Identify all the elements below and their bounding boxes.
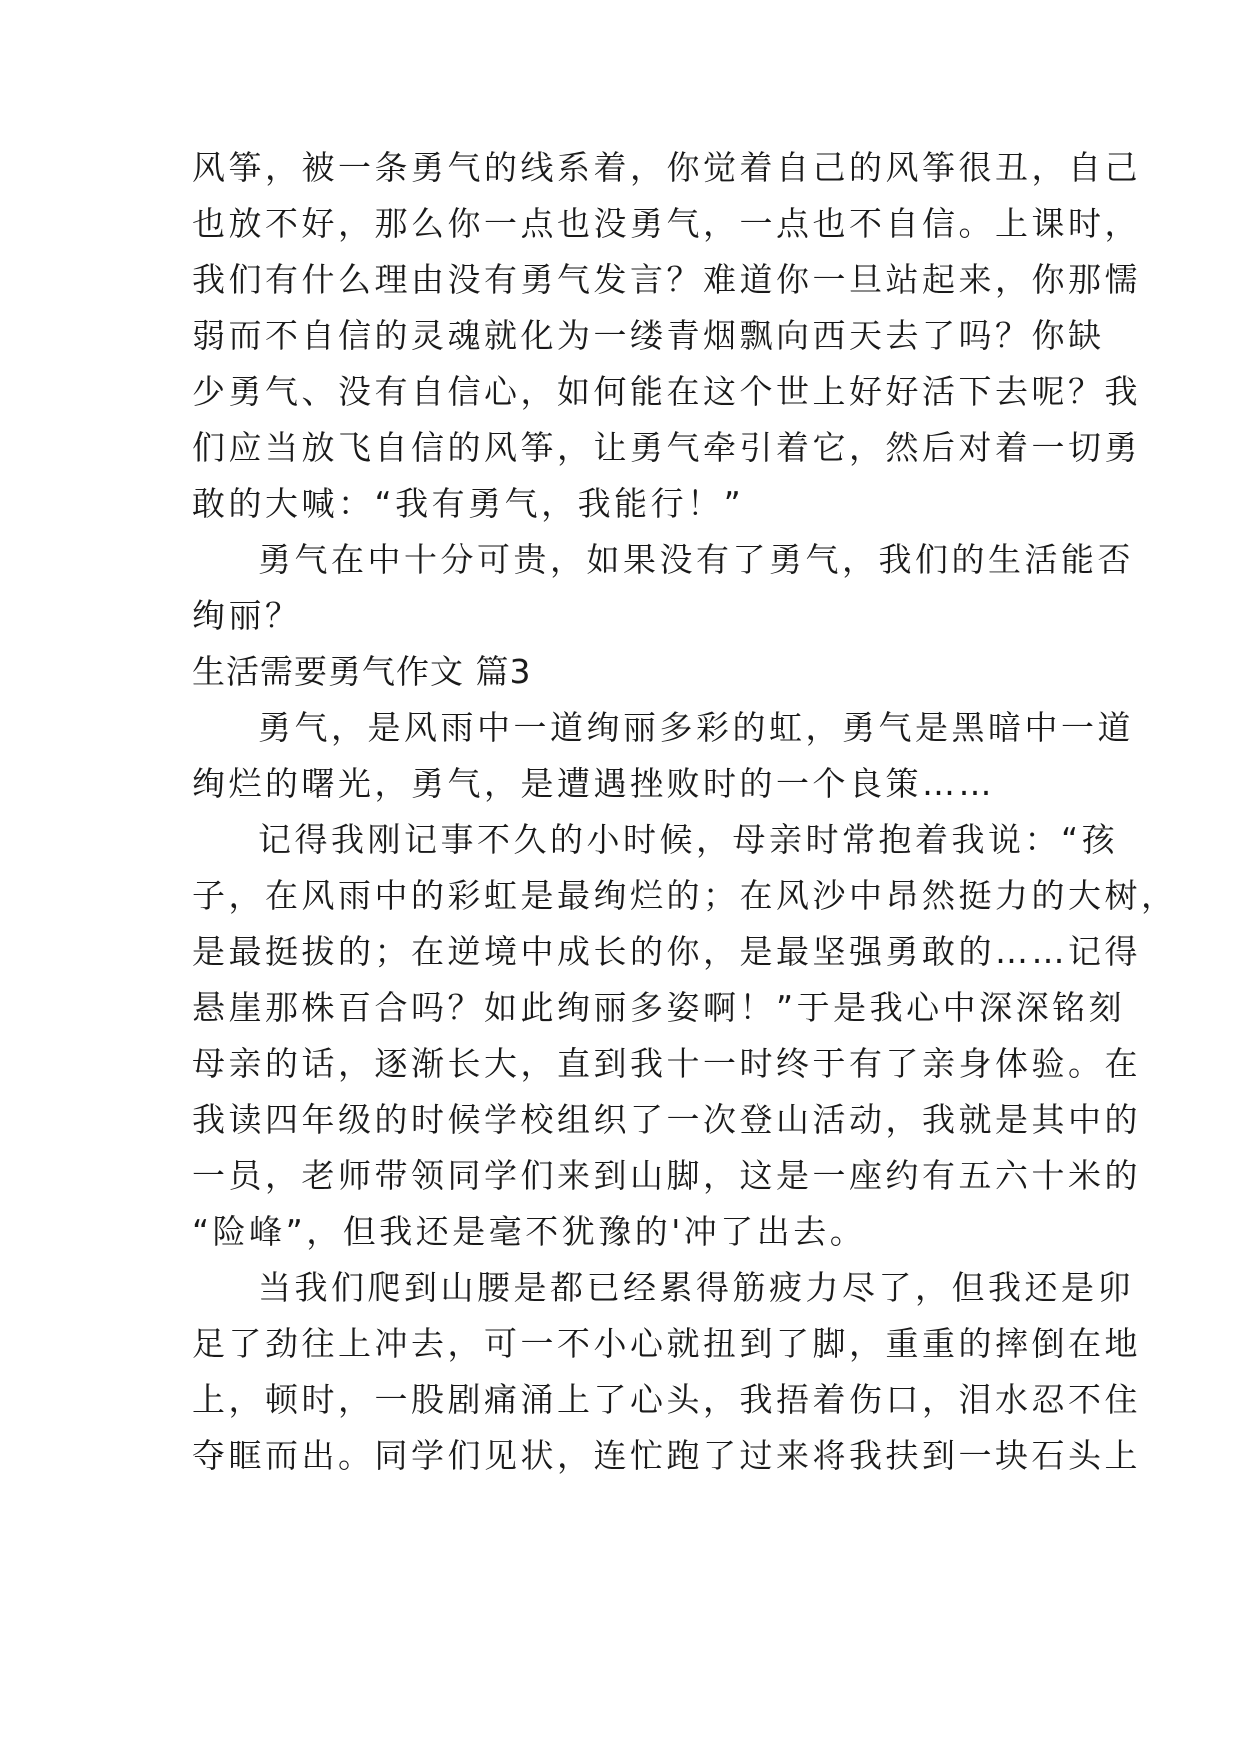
text-line: 弱而不自信的灵魂就化为一缕青烟飘向西天去了吗？你缺 xyxy=(192,316,1105,355)
text-line: 子，在风雨中的彩虹是最绚烂的；在风沙中昂然挺力的大树， xyxy=(192,876,1178,915)
text-line: 绚烂的曙光，勇气，是遭遇挫败时的一个良策…… xyxy=(192,764,995,803)
text-line: 母亲的话，逐渐长大，直到我十一时终于有了亲身体验。在 xyxy=(192,1044,1141,1083)
paragraph-first-line: 当我们爬到山腰是都已经累得筋疲力尽了，但我还是卯 xyxy=(258,1268,1134,1307)
text-line: 少勇气、没有自信心，如何能在这个世上好好活下去呢？我 xyxy=(192,372,1141,411)
text-line: 足了劲往上冲去，可一不小心就扭到了脚，重重的摔倒在地 xyxy=(192,1324,1141,1363)
text-line: 绚丽？ xyxy=(192,596,302,635)
text-line: 是最挺拔的；在逆境中成长的你，是最坚强勇敢的……记得 xyxy=(192,932,1141,971)
paragraph-first-line: 勇气在中十分可贵，如果没有了勇气，我们的生活能否 xyxy=(258,540,1134,579)
text-line: 我们有什么理由没有勇气发言？难道你一旦站起来，你那懦 xyxy=(192,260,1141,299)
text-line: 悬崖那株百合吗？如此绚丽多姿啊！”于是我心中深深铭刻 xyxy=(192,988,1126,1027)
text-line: 夺眶而出。同学们见状，连忙跑了过来将我扶到一块石头上 xyxy=(192,1436,1141,1475)
paragraph-first-line: 勇气，是风雨中一道绚丽多彩的虹，勇气是黑暗中一道 xyxy=(258,708,1134,747)
text-line: 上，顿时，一股剧痛涌上了心头，我捂着伤口，泪水忍不住 xyxy=(192,1380,1141,1419)
text-line: “险峰”，但我还是毫不犹豫的'冲了出去。 xyxy=(192,1212,867,1251)
text-line: 我读四年级的时候学校组织了一次登山活动，我就是其中的 xyxy=(192,1100,1141,1139)
paragraph-first-line: 记得我刚记事不久的小时候，母亲时常抱着我说：“孩 xyxy=(258,820,1119,859)
text-line: 风筝，被一条勇气的线系着，你觉着自己的风筝很丑，自己 xyxy=(192,148,1141,187)
text-line: 也放不好，那么你一点也没勇气，一点也不自信。上课时， xyxy=(192,204,1141,243)
text-line: 敢的大喊：“我有勇气，我能行！” xyxy=(192,484,745,523)
text-line: 们应当放飞自信的风筝，让勇气牵引着它，然后对着一切勇 xyxy=(192,428,1141,467)
text-line: 一员，老师带领同学们来到山脚，这是一座约有五六十米的 xyxy=(192,1156,1141,1195)
section-heading: 生活需要勇气作文 篇3 xyxy=(192,652,532,691)
